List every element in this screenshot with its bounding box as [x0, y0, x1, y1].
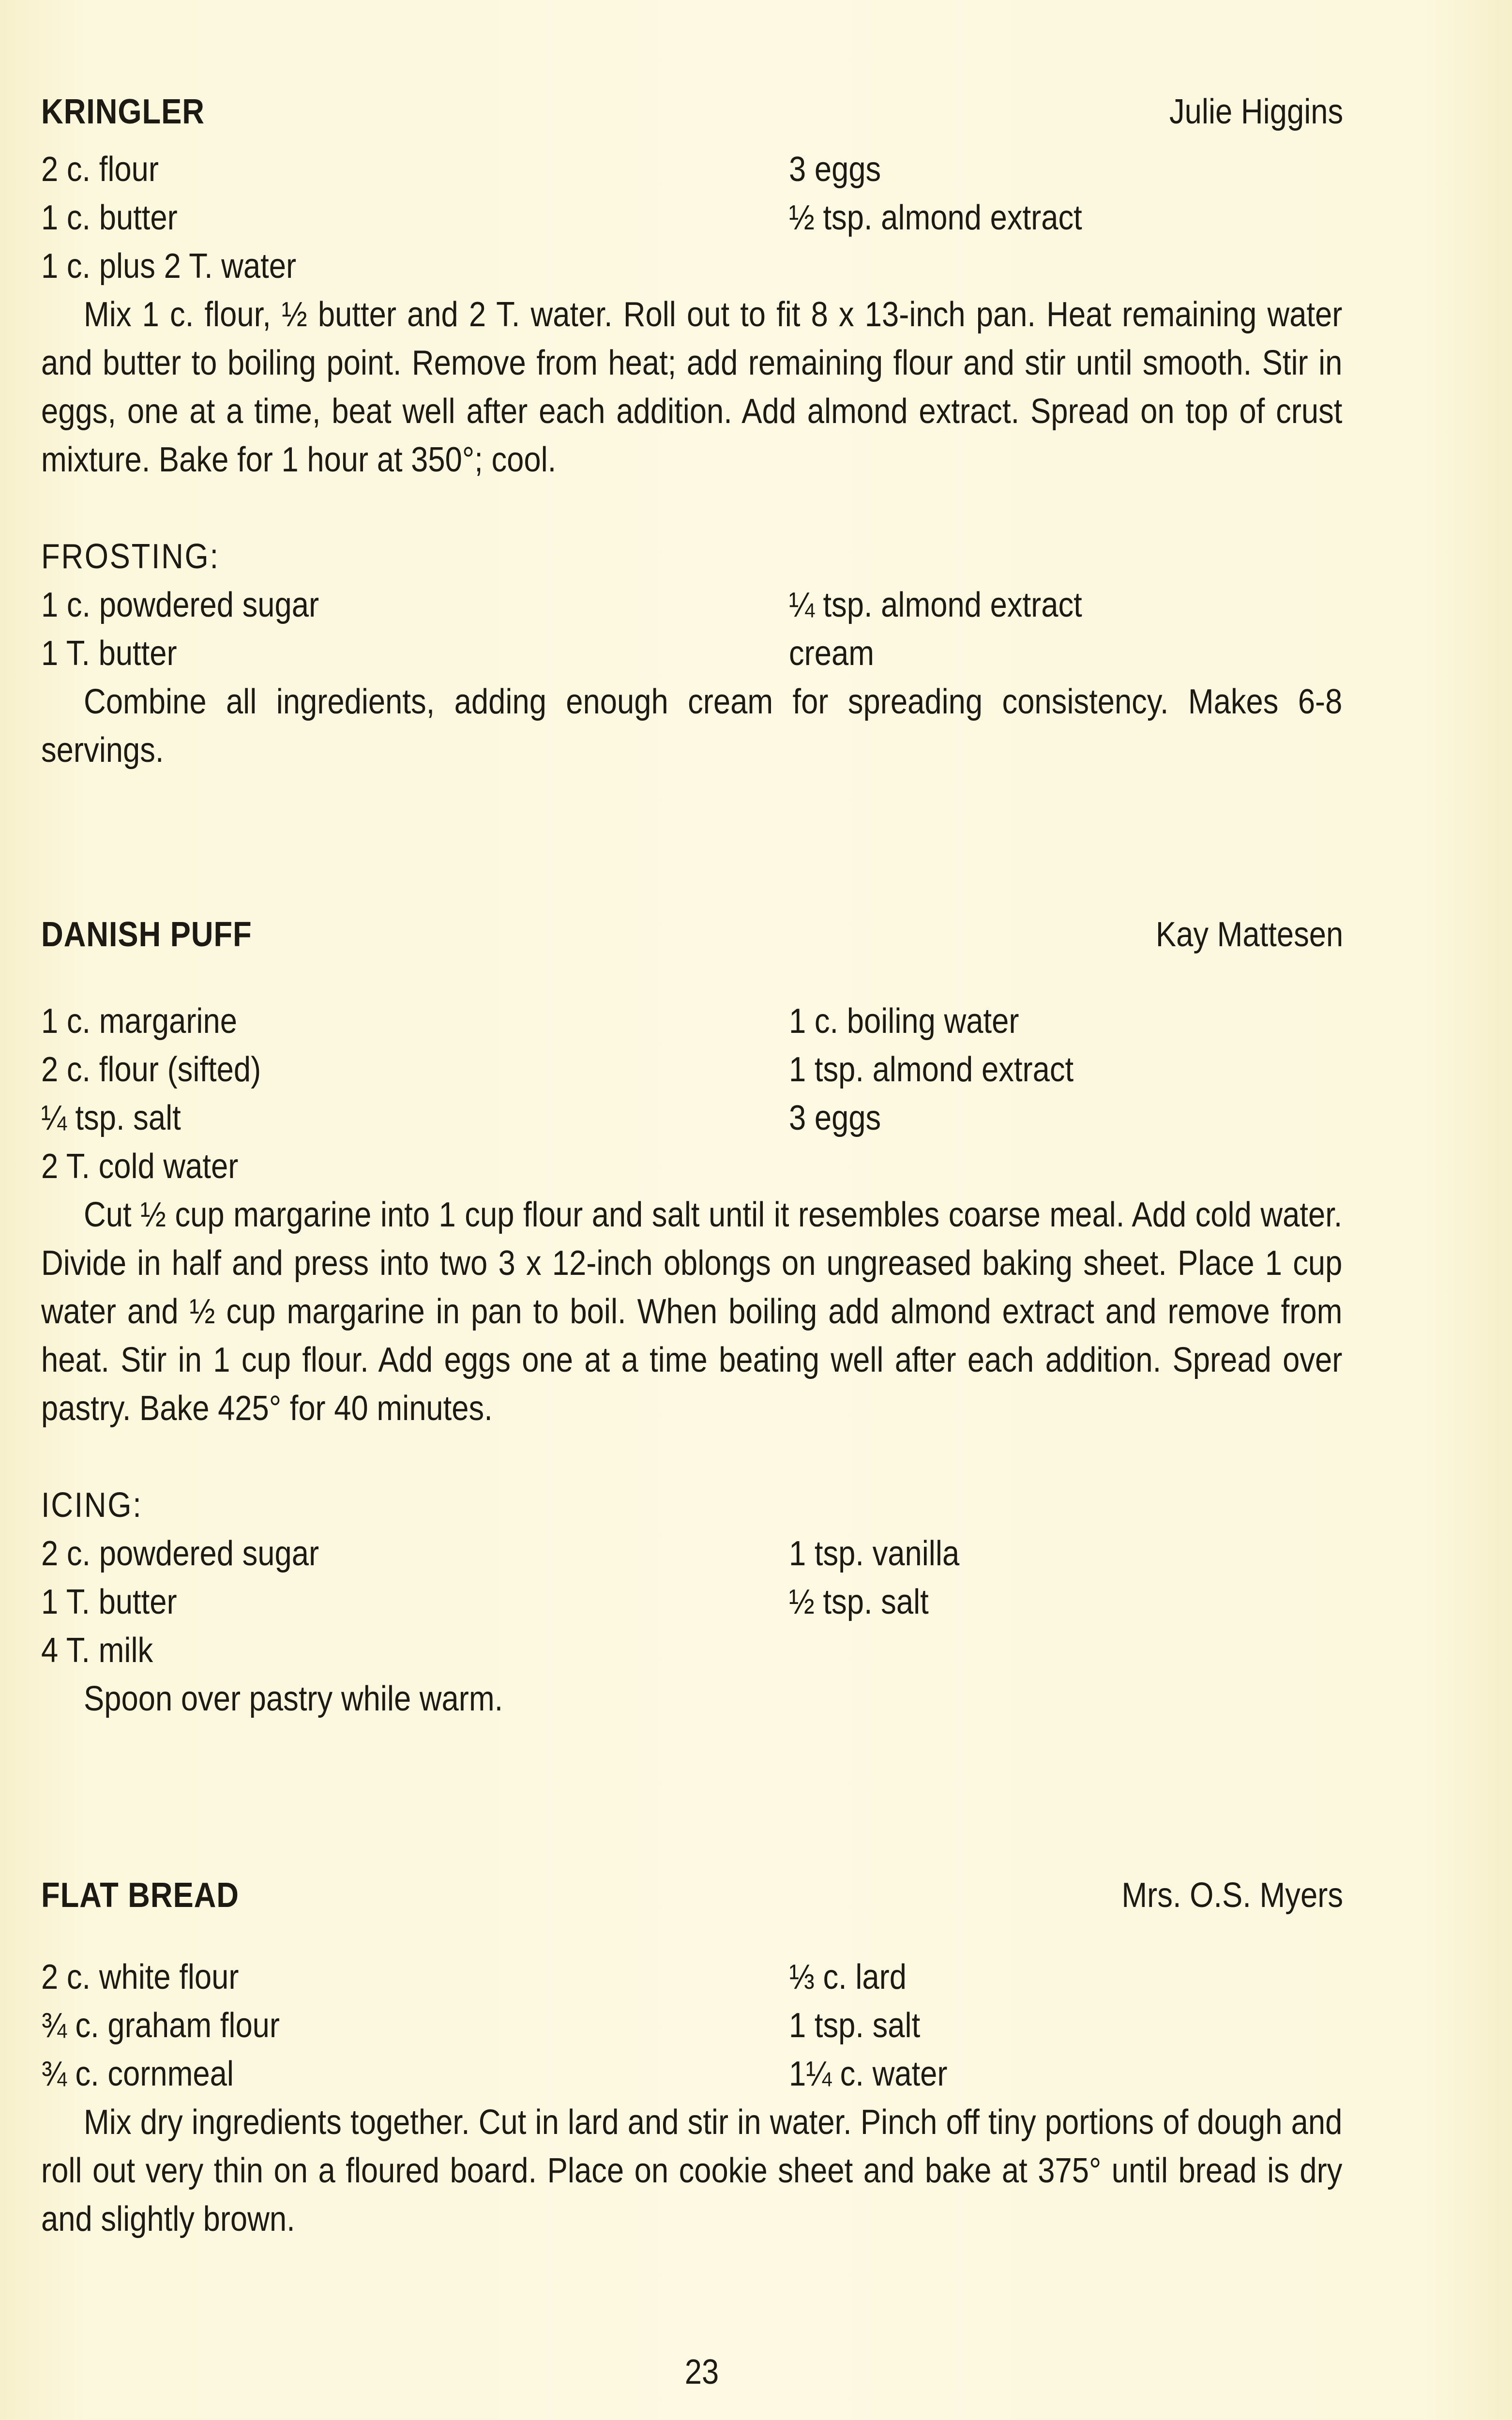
recipe-flat-bread: [41, 1876, 1343, 2243]
ingredient: 1 T. butter: [41, 634, 177, 673]
sub-ingredient-list: [41, 1529, 1343, 1626]
ingredient: 1 tsp. almond extract: [789, 1050, 1074, 1089]
recipe-title: KRINGLER: [41, 92, 205, 131]
ingredient: 1 c. margarine: [41, 1002, 237, 1041]
ingredient: 1¼ c. water: [789, 2055, 948, 2093]
recipe-header: [41, 915, 1343, 968]
sub-ingredient-list: [41, 581, 1343, 678]
ingredient: 2 c. powdered sugar: [41, 1534, 319, 1573]
ingredient: 2 c. white flour: [41, 1958, 239, 1996]
recipe-header: [41, 92, 1343, 145]
ingredient-list: [41, 145, 1343, 242]
recipe-author: Julie Higgins: [1169, 92, 1343, 131]
sub-recipe-title: ICING:: [41, 1486, 143, 1525]
ingredient: 1 c. butter: [41, 198, 178, 237]
ingredient: 1 c. boiling water: [789, 1002, 1019, 1041]
recipe-kringler: [41, 92, 1343, 774]
recipe-title: FLAT BREAD: [41, 1876, 239, 1915]
sub-recipe-directions: Combine all ingredients, adding enough cream for spreading consistency. Makes 6-8 servings.: [41, 682, 1343, 770]
ingredient: ¾ c. graham flour: [41, 2006, 280, 2045]
ingredient: 2 c. flour: [41, 150, 159, 189]
ingredient: 1 tsp. salt: [789, 2006, 921, 2045]
page-number: 23: [684, 2353, 719, 2391]
sub-recipe-directions: Spoon over pastry while warm.: [84, 1679, 503, 1718]
recipe-directions: Cut ½ cup margarine into 1 cup flour and salt until it resembles coarse meal. Add cold water. Divide in half and press into two 3 x 12-inch oblongs on ungreased baking sheet. Place 1 cup water and ½ cup margarine in pan to boil. When boiling add almond extract and remove from heat. Stir in 1 cup flour. Add eggs one at a time beating well after each addition. Spread over pastry. Bake 425° for 40 minutes.: [41, 1195, 1343, 1428]
ingredient: cream: [789, 634, 875, 673]
ingredient: 1 T. butter: [41, 1583, 177, 1621]
ingredient: 3 eggs: [789, 150, 881, 189]
recipe-header: [41, 1876, 1343, 1929]
ingredient: 1 tsp. vanilla: [789, 1534, 960, 1573]
recipe-danish-puff: [41, 915, 1343, 1723]
recipe-author: Kay Mattesen: [1155, 915, 1343, 954]
ingredient: 2 T. cold water: [41, 1147, 239, 1186]
ingredient: ½ tsp. salt: [789, 1583, 929, 1621]
ingredient-list: [41, 997, 1343, 1142]
recipe-author: Mrs. O.S. Myers: [1121, 1876, 1343, 1915]
ingredient-list: [41, 1953, 1343, 2098]
ingredient: ¼ tsp. salt: [41, 1099, 181, 1137]
ingredient: ½ tsp. almond extract: [789, 198, 1082, 237]
ingredient: 1 c. plus 2 T. water: [41, 247, 297, 286]
ingredient: 2 c. flour (sifted): [41, 1050, 261, 1089]
recipe-directions: Mix 1 c. flour, ½ butter and 2 T. water. Roll out to fit 8 x 13-inch pan. Heat remaining water and butter to boiling point. Remove from heat; add remaining flour and stir until smooth. Stir in eggs, one at a time, beat well after each addition. Add almond extract. Spread on top of crust mixture. Bake for 1 hour at 350°; cool.: [41, 295, 1343, 479]
ingredient: 4 T. milk: [41, 1631, 153, 1670]
ingredient: 1 c. powdered sugar: [41, 586, 319, 624]
ingredient: ¼ tsp. almond extract: [789, 586, 1082, 624]
recipe-directions: Mix dry ingredients together. Cut in lard and stir in water. Pinch off tiny portions of dough and roll out very thin on a floured board. Place on cookie sheet and bake at 375° until bread is dry and slightly brown.: [41, 2103, 1343, 2238]
recipe-title: DANISH PUFF: [41, 915, 252, 954]
ingredient: ¾ c. cornmeal: [41, 2055, 234, 2093]
ingredient: ⅓ c. lard: [789, 1958, 907, 1996]
sub-recipe-title: FROSTING:: [41, 537, 220, 576]
ingredient: 3 eggs: [789, 1099, 881, 1137]
